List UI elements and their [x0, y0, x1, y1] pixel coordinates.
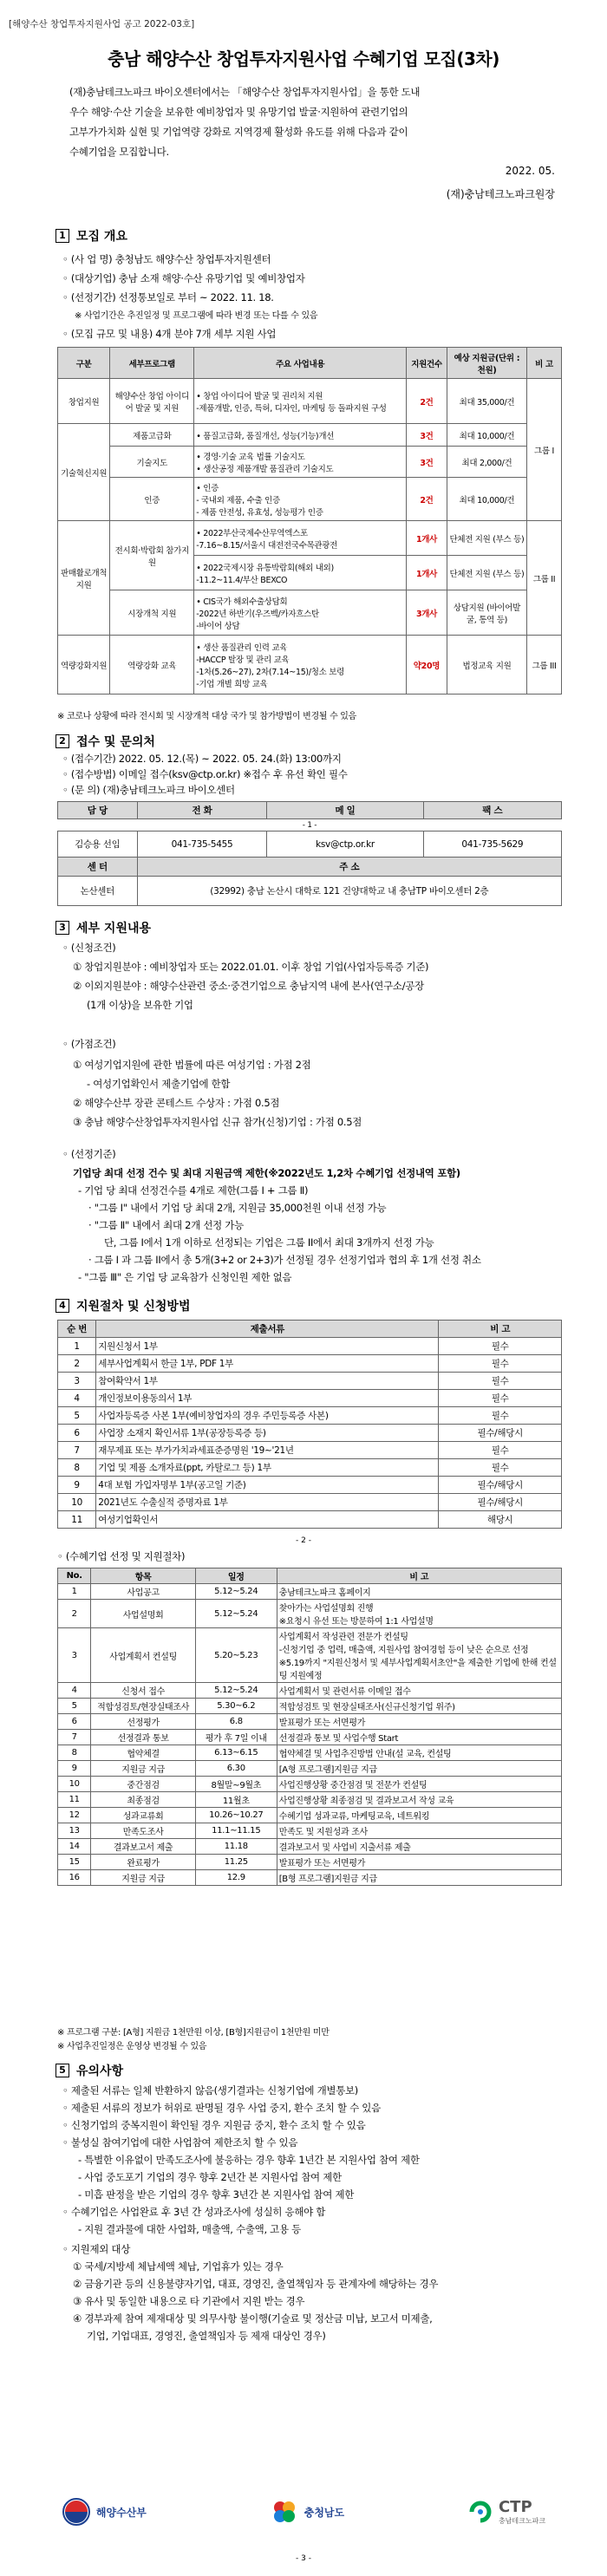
proc-item: 적합성검토/현장실태조사 [91, 1699, 196, 1714]
proc-schedule: 5.20~5.23 [195, 1628, 277, 1683]
proc-number: 9 [58, 1761, 91, 1777]
cell-count: 3건 [407, 424, 447, 447]
procedure-row [58, 1761, 562, 1777]
proc-number: 15 [58, 1855, 91, 1870]
proc-item: 선정결과 통보 [91, 1730, 196, 1745]
cell-category: 기술혁신지원 [58, 424, 110, 521]
section-3-heading [55, 919, 151, 936]
procedure-row [58, 1839, 562, 1855]
procedure-row [58, 1792, 562, 1808]
sec5-item: ④ 경부과제 참여 제재대상 및 의무사항 불이행(기술료 및 정산금 미납, 보고서 미제출, [73, 2312, 433, 2325]
cell-category: 창업지원 [58, 379, 110, 424]
doc-number: 2 [58, 1355, 96, 1373]
cell-content: • CIS국가 해외수출상담회 -2022년 하반기(우즈벡/카자흐스탄 -바이어 상담 [194, 590, 407, 636]
doc-name: 세부사업계획서 한글 1부, PDF 1부 [96, 1355, 439, 1373]
sec1-item: ◦ (대상기업) 충남 소재 해양·수산 유망기업 및 예비창업자 [62, 272, 305, 284]
cell-amount: 최대 35,000/건 [447, 379, 526, 424]
section-5-heading [55, 2062, 123, 2079]
doc-note: 필수/해당시 [439, 1425, 562, 1442]
proc-remark: 사업계획서 및 관련서류 이메일 접수 [277, 1683, 561, 1699]
proc-schedule: 12.9 [195, 1870, 277, 1886]
section-title: 지원절차 및 신청방법 [76, 1300, 191, 1314]
sec3-item: - "그룹 Ⅲ" 은 기업 당 교육참가 신청인원 제한 없음 [78, 1271, 292, 1283]
doc-note: 필수 [439, 1373, 562, 1390]
contact-table [57, 801, 562, 906]
proc-schedule: 5.12~5.24 [195, 1683, 277, 1699]
cell-amount: 최대 10,000/건 [447, 424, 526, 447]
doc-name: 4대 보험 가입자명부 1부(공고일 기준) [96, 1477, 439, 1494]
proc-number: 10 [58, 1777, 91, 1792]
sec5-item: ◦ 불성실 참여기업에 대한 사업참여 제한조치 할 수 있음 [62, 2136, 298, 2149]
proc-schedule: 5.12~5.24 [195, 1584, 277, 1600]
proc-number: 12 [58, 1808, 91, 1823]
proc-remark: 만족도 및 지원성과 조사 [277, 1823, 561, 1839]
doc-number: 7 [58, 1442, 96, 1459]
proc-remark: 협약체결 및 사업추진방법 안내(설 교육, 컨설팅 [277, 1745, 561, 1761]
proc-remark: 수혜기업 성과교류, 마케팅교육, 네트워킹 [277, 1808, 561, 1823]
sec3-item: 단, 그룹 I에서 1개 이하로 선정되는 기업은 그룹 II에서 최대 3개까지 선정 가능 [104, 1236, 434, 1249]
procedure-row [58, 1855, 562, 1870]
cell-program: 전시회·박람회 참가지원 [110, 521, 194, 590]
procedure-row [58, 1745, 562, 1761]
document-row [58, 1373, 562, 1390]
sec3-item: · 그룹 I 과 그룹 II에서 총 5개(3+2 or 2+3)가 선정될 경우 선정기업과 협의 후 1개 선정 취소 [88, 1254, 481, 1266]
doc-name: 기업 및 제품 소개자료(ppt, 카탈로그 등) 1부 [96, 1459, 439, 1477]
section-number: 4 [55, 1299, 69, 1313]
mof-emblem-icon [62, 2497, 91, 2527]
sec3-item: ① 여성기업지원에 관한 법률에 따른 여성기업 : 가점 2점 [73, 1059, 311, 1071]
cell-amount: 단체전 지원 (부스 등) [447, 521, 526, 556]
proc-schedule: 8월말~9월초 [195, 1777, 277, 1792]
doc-name: 개인정보이용동의서 1부 [96, 1390, 439, 1407]
col-header: 지원건수 [407, 348, 447, 379]
proc-schedule: 6.8 [195, 1714, 277, 1730]
chungnam-logo [270, 2497, 344, 2527]
intro-line: 수혜기업을 모집합니다. [69, 146, 169, 158]
proc-remark: 충남테크노파크 홈페이지 [277, 1584, 561, 1600]
sec3-item: - 여성기업확인서 제출기업에 한함 [87, 1078, 231, 1090]
header-tag: [해양수산 창업투자지원사업 공고 2022-03호] [9, 19, 195, 29]
document-row [58, 1477, 562, 1494]
procedure-row [58, 1600, 562, 1628]
sec3-item: ◦ (가점조건) [62, 1038, 116, 1050]
doc-number: 4 [58, 1390, 96, 1407]
cell-program: 제품고급화 [110, 424, 194, 447]
ctp-emblem-icon [467, 2499, 493, 2525]
proc-title: ◦ (수혜기업 선정 및 지원절차) [57, 1550, 186, 1562]
proc-number: 11 [58, 1792, 91, 1808]
section-number: 3 [55, 921, 69, 935]
proc-item: 협약체결 [91, 1745, 196, 1761]
doc-name: 사업자등록증 사본 1부(예비창업자의 경우 주민등록증 사본) [96, 1407, 439, 1425]
cell-program: 역량강화 교육 [110, 636, 194, 695]
intro-line: 고부가가치화 실현 및 기업역량 강화로 지역경제 활성화 유도를 위해 다음과 같이 [69, 126, 408, 138]
sec5-item: - 사업 중도포기 기업의 경우 향후 2년간 본 지원사업 참여 제한 [78, 2171, 342, 2183]
col-header: 예상 지원금(단위 : 천원) [447, 348, 526, 379]
sec3-item: · "그룹 Ⅰ" 내에서 기업 당 최대 2개, 지원금 35,000천원 이내 선정 가능 [88, 1202, 387, 1214]
chungnam-emblem-icon [270, 2497, 299, 2527]
doc-note: 필수 [439, 1355, 562, 1373]
sec3-item: · "그룹 Ⅱ" 내에서 최대 2개 선정 가능 [88, 1219, 244, 1231]
proc-item: 신청서 접수 [91, 1683, 196, 1699]
section-1-heading [55, 227, 127, 245]
document-row [58, 1390, 562, 1407]
notice-org: (재)충남테크노파크원장 [446, 188, 555, 200]
sec1-item: ◦ (사 업 명) 충청남도 해양수산 창업투자지원센터 [62, 253, 271, 265]
doc-number: 3 [58, 1373, 96, 1390]
doc-number: 5 [58, 1407, 96, 1425]
procedure-row [58, 1808, 562, 1823]
page-number: - 3 - [296, 2554, 311, 2563]
proc-schedule: 11.25 [195, 1855, 277, 1870]
col-header: 팩 스 [423, 802, 561, 819]
footer-logos [0, 2497, 607, 2527]
proc-schedule: 11.18 [195, 1839, 277, 1855]
proc-item: 완료평가 [91, 1855, 196, 1870]
col-header: 비 고 [439, 1321, 562, 1338]
intro [69, 82, 572, 162]
proc-item: 성과교류회 [91, 1808, 196, 1823]
cell-category: 판매활로개척지원 [58, 521, 110, 636]
document-row [58, 1511, 562, 1529]
proc-number: 2 [58, 1600, 91, 1628]
sec3-item: ◦ (선정기준) [62, 1148, 116, 1160]
cell-amount: 최대 2,000/건 [447, 447, 526, 478]
proc-remark: 선정결과 통보 및 사업수행 Start [277, 1730, 561, 1745]
proc-number: 1 [58, 1584, 91, 1600]
cell-content: • 2022국제시장 유통박람회(해외 내외) -11.2~11.4/부산 BEXCO [194, 556, 407, 590]
proc-number: 13 [58, 1823, 91, 1839]
proc-schedule: 5.12~5.24 [195, 1600, 277, 1628]
section-4-heading [55, 1297, 190, 1314]
contact-phone: 041-735-5455 [137, 831, 267, 858]
proc-item: 지원금 지급 [91, 1870, 196, 1886]
cell-content: • 품질고급화, 품질개선, 성능(기능)개선 [194, 424, 407, 447]
ctp-name: CTP [498, 2498, 532, 2516]
document-row [58, 1338, 562, 1355]
contact-name: 김승용 선임 [58, 831, 138, 858]
cell-category: 역량강화지원 [58, 636, 110, 695]
proc-item: 사업설명회 [91, 1600, 196, 1628]
proc-remark: [A형 프로그램]지원금 지급 [277, 1761, 561, 1777]
sec1-item: ◦ (모집 규모 및 내용) 4개 분야 7개 세부 지원 사업 [62, 328, 277, 340]
procedure-table [57, 1568, 562, 1886]
sec5-item: - 특별한 이유없이 만족도조사에 불응하는 경우 향후 1년간 본 지원사업 참여 제한 [78, 2154, 420, 2166]
sec3-item: ① 창업지원분야 : 예비창업자 또는 2022.01.01. 이후 창업 기업(사업자등록증 기준) [73, 961, 429, 973]
col-header: 담 당 [58, 802, 138, 819]
col-header: 세부프로그램 [110, 348, 194, 379]
section-2-heading [55, 733, 155, 750]
proc-item: 결과보고서 제출 [91, 1839, 196, 1855]
proc-schedule: 5.30~6.2 [195, 1699, 277, 1714]
proc-remark: 발표평가 또는 서면평가 [277, 1714, 561, 1730]
doc-number: 1 [58, 1338, 96, 1355]
doc-name: 2021년도 수출실적 증명자료 1부 [96, 1494, 439, 1511]
col-header: 메 일 [267, 802, 423, 819]
sec5-item: ◦ 제출된 서류는 일체 반환하지 않음(생기결과는 신청기업에 개별통보) [62, 2084, 358, 2097]
sec5-item: ◦ 제출된 서류의 정보가 허위로 판명될 경우 사업 중지, 환수 조치 할 수 있음 [62, 2102, 381, 2114]
proc-item: 중간점검 [91, 1777, 196, 1792]
doc-note: 해당시 [439, 1511, 562, 1529]
sec2-item: ◦ (문 의) (재)충남테크노파크 바이오센터 [62, 784, 235, 796]
sec5-item: ① 국세/지방세 체납세액 체납, 기업휴가 있는 경우 [73, 2260, 284, 2273]
sec3-item: ② 해양수산부 장관 콘테스트 수상자 : 가점 0.5점 [73, 1097, 280, 1109]
sec1-item: ◦ (선정기간) 선정통보일로 부터 ~ 2022. 11. 18. [62, 291, 274, 303]
documents-table [57, 1320, 562, 1529]
cell-content: • 경영·기술 교육 법률 기술지도 • 생산공정 제품개발 품질관리 기술지도 [194, 447, 407, 478]
cell-content: • 창업 아이디어 발굴 및 권리처 지원 -제품개발, 인증, 특허, 디자인, 마케팅 등 돌파지원 구성 [194, 379, 407, 424]
page-number: - 2 - [296, 1536, 311, 1545]
sec3-item: ③ 충남 해양수산창업투자지원사업 신규 참가(신청)기업 : 가점 0.5점 [73, 1116, 362, 1128]
sec1-footnote: ※ 코로나 상황에 따라 전시회 및 시장개척 대상 국가 및 참가방법이 변경될 수 있음 [57, 712, 357, 721]
col-header: 비 고 [527, 348, 562, 379]
contact-email[interactable]: ksv@ctp.or.kr [267, 831, 423, 858]
cell-content: • 생산 품질관리 인력 교육 -HACCP 탈장 및 관리 교육 -1차(5.26~27), 2차(7.14~15)/청소 보령 -기업 개별 희망 교육 [194, 636, 407, 695]
section-number: 5 [55, 2064, 69, 2077]
document-row [58, 1442, 562, 1459]
doc-name: 여성기업확인서 [96, 1511, 439, 1529]
doc-name: 사업장 소재지 확인서류 1부(공장등록증 등) [96, 1425, 439, 1442]
procedure-row [58, 1777, 562, 1792]
cell-amount: 상담지원 (바이어발굴, 통역 등) [447, 590, 526, 636]
section-title: 세부 지원내용 [76, 922, 152, 936]
cell-count: 약20명 [407, 636, 447, 695]
doc-note: 필수/해당시 [439, 1494, 562, 1511]
proc-schedule: 평가 후 7일 이내 [195, 1730, 277, 1745]
col-header: 주 소 [137, 858, 561, 877]
sec5-item: - 미흡 판정을 받은 기업의 경우 향후 3년간 본 지원사업 참여 제한 [78, 2188, 354, 2201]
sec5-item: ◦ 지원제외 대상 [62, 2243, 131, 2255]
cell-amount: 법정교육 지원 [447, 636, 526, 695]
proc-schedule: 11월초 [195, 1792, 277, 1808]
proc-item: 사업공고 [91, 1584, 196, 1600]
sec5-item: ◦ 수혜기업은 사업완료 후 3년 간 성과조사에 성실히 응해야 함 [62, 2206, 326, 2218]
sec2-item: ◦ (접수기간) 2022. 05. 12.(목) ~ 2022. 05. 24.(화) 13:00까지 [62, 753, 342, 765]
procedure-row [58, 1683, 562, 1699]
col-header: 센 터 [58, 858, 138, 877]
section-title: 접수 및 문의처 [76, 735, 155, 749]
section-title: 유의사항 [76, 2064, 124, 2078]
mof-logo [62, 2497, 147, 2527]
doc-number: 6 [58, 1425, 96, 1442]
section-title: 모집 개요 [76, 230, 127, 244]
doc-name: 재무제표 또는 부가가치과세표준증명원 '19~'21년 [96, 1442, 439, 1459]
sec5-item: ② 금융기관 등의 신용불량자기업, 대표, 경영진, 출열책임자 등 관계자에 해당하는 경우 [73, 2278, 439, 2290]
cell-count: 1개사 [407, 521, 447, 556]
doc-number: 10 [58, 1494, 96, 1511]
sec1-note: ※ 사업기간은 추진일정 및 프로그램에 따라 변경 또는 다를 수 있음 [75, 311, 318, 321]
procedure-row [58, 1730, 562, 1745]
contact-fax: 041-735-5629 [423, 831, 561, 858]
col-header: 전 화 [137, 802, 267, 819]
proc-remark: 사업계획서 작성관련 전문가 컨설팅 -신청기업 중 업력, 매출액, 지원사업 참여경험 등이 낮은 순으로 선정 ※5.19까지 "지원신청서 및 세부사업계획서초안"을 제출한 기업에 한해 컨설팅 지원예정 [277, 1628, 561, 1683]
center-address: (32992) 충남 논산시 대학로 121 건양대학교 내 충남TP 바이오센터 2층 [137, 877, 561, 906]
doc-note: 필수 [439, 1407, 562, 1425]
col-header: 주요 사업내용 [194, 348, 407, 379]
ctp-subname: 충남테크노파크 [498, 2517, 546, 2525]
sec2-item: ◦ (접수방법) 이메일 접수(ksv@ctp.or.kr) ※접수 후 유선 확인 필수 [62, 768, 348, 780]
sec3-item: ◦ (신청조건) [62, 942, 116, 954]
col-header: No. [58, 1568, 91, 1584]
cell-count: 2건 [407, 379, 447, 424]
sec3-item: ② 이외지원분야 : 해양수산관련 중소·중견기업으로 충남지역 내에 본사(연구소/공장 [73, 980, 424, 992]
col-header: 일정 [195, 1568, 277, 1584]
ctp-logo [467, 2498, 545, 2526]
proc-remark: [B형 프로그램]지원금 지급 [277, 1870, 561, 1886]
cell-content: • 인증 - 국내외 제품, 수출 인증 - 제품 안전성, 유효성, 성능평가 인증 [194, 478, 407, 521]
cell-count: 3건 [407, 447, 447, 478]
doc-number: 11 [58, 1511, 96, 1529]
cell-program: 해양수산 창업 아이디어 발굴 및 지원 [110, 379, 194, 424]
doc-number: 8 [58, 1459, 96, 1477]
page-number: - 1 - [302, 820, 317, 830]
procedure-row [58, 1699, 562, 1714]
doc-note: 필수 [439, 1390, 562, 1407]
mof-name: 해양수산부 [95, 2506, 147, 2519]
proc-number: 8 [58, 1745, 91, 1761]
cell-program: 기술지도 [110, 447, 194, 478]
cell-count: 1개사 [407, 556, 447, 590]
cell-note: 그룹 II [527, 521, 562, 636]
proc-remark: 발표평가 또는 서면평가 [277, 1855, 561, 1870]
proc-note: ※ 사업추진일정은 운영상 변경될 수 있음 [57, 2042, 207, 2051]
col-header: 구분 [58, 348, 110, 379]
proc-item: 지원금 지급 [91, 1761, 196, 1777]
cell-note: 그룹 I [527, 379, 562, 521]
procedure-row [58, 1714, 562, 1730]
proc-number: 5 [58, 1699, 91, 1714]
document-row [58, 1425, 562, 1442]
section-number: 2 [55, 734, 69, 748]
proc-remark: 찾아가는 사업설명회 진행 ※요청시 유선 또는 방문하여 1:1 사업설명 [277, 1600, 561, 1628]
col-header: 항목 [91, 1568, 196, 1584]
cell-content: • 2022부산국제수산무역엑스포 -7.16~8.15/서울시 대전전국수목관광전 [194, 521, 407, 556]
section-number: 1 [55, 229, 69, 243]
proc-number: 3 [58, 1628, 91, 1683]
document-row [58, 1459, 562, 1477]
procedure-row [58, 1584, 562, 1600]
proc-number: 6 [58, 1714, 91, 1730]
doc-note: 필수 [439, 1442, 562, 1459]
procedure-row [58, 1870, 562, 1886]
document-row [58, 1407, 562, 1425]
document-row [58, 1355, 562, 1373]
proc-item: 만족도조사 [91, 1823, 196, 1839]
doc-name: 참여확약서 1부 [96, 1373, 439, 1390]
doc-note: 필수 [439, 1338, 562, 1355]
cell-count: 2건 [407, 478, 447, 521]
intro-line: 우수 해양·수산 기술을 보유한 예비창업자 및 유망기업 발굴·지원하여 관련기업의 [69, 106, 408, 118]
cell-program: 인증 [110, 478, 194, 521]
proc-number: 7 [58, 1730, 91, 1745]
sec3-item: 기업당 최대 선정 건수 및 최대 지원금액 제한(※2022년도 1,2차 수혜기업 선정내역 포함) [73, 1167, 460, 1179]
cell-note: 그룹 III [527, 636, 562, 695]
sec5-item: ◦ 신청기업의 중복지원이 확인될 경우 지원금 중지, 환수 조치 할 수 있음 [62, 2119, 366, 2131]
proc-remark: 적합성검토 및 현장실태조사(신규신청기업 위주) [277, 1699, 561, 1714]
proc-schedule: 6.13~6.15 [195, 1745, 277, 1761]
col-header: 비 고 [277, 1568, 561, 1584]
cell-amount: 최대 10,000/건 [447, 478, 526, 521]
procedure-row [58, 1628, 562, 1683]
sec5-item: - 지원 결과물에 대한 사업화, 매출액, 수출액, 고용 등 [78, 2223, 301, 2235]
col-header: 순 번 [58, 1321, 96, 1338]
page-title: 충남 해양수산 창업투자지원사업 수혜기업 모집(3차) [108, 49, 499, 69]
proc-item: 선정평가 [91, 1714, 196, 1730]
center-name: 논산센터 [58, 877, 138, 906]
doc-note: 필수/해당시 [439, 1477, 562, 1494]
doc-number: 9 [58, 1477, 96, 1494]
notice-date: 2022. 05. [505, 165, 555, 177]
chungnam-name: 충청남도 [304, 2506, 345, 2519]
sec3-item: - 기업 당 최대 선정건수를 4개로 제한(그룹 Ⅰ + 그룹 Ⅱ) [78, 1184, 309, 1197]
sec3-item: (1개 이상)을 보유한 기업 [87, 999, 193, 1011]
intro-line: (재)충남테크노파크 바이오센터에서는 「해양수산 창업투자지원사업」을 통한 도내 [69, 86, 421, 98]
proc-schedule: 10.26~10.27 [195, 1808, 277, 1823]
proc-item: 최종점검 [91, 1792, 196, 1808]
col-header: 제출서류 [96, 1321, 439, 1338]
proc-remark: 결과보고서 및 사업비 지출서류 제출 [277, 1839, 561, 1855]
recruitment-table [57, 347, 562, 695]
proc-number: 16 [58, 1870, 91, 1886]
proc-item: 사업계획서 컨설팅 [91, 1628, 196, 1683]
procedure-row [58, 1823, 562, 1839]
proc-schedule: 11.1~11.15 [195, 1823, 277, 1839]
cell-program: 시장개척 지원 [110, 590, 194, 636]
sec5-item: ③ 유사 및 동일한 내용으로 타 기관에서 지원 받는 경우 [73, 2295, 305, 2307]
doc-note: 필수 [439, 1459, 562, 1477]
doc-name: 지원신청서 1부 [96, 1338, 439, 1355]
proc-remark: 사업진행상황 최종점검 및 결과보고서 작성 교육 [277, 1792, 561, 1808]
proc-remark: 사업진행상황 중간점검 및 전문가 컨설팅 [277, 1777, 561, 1792]
proc-number: 4 [58, 1683, 91, 1699]
proc-number: 14 [58, 1839, 91, 1855]
document-row [58, 1494, 562, 1511]
cell-amount: 단체전 지원 (부스 등) [447, 556, 526, 590]
cell-count: 3개사 [407, 590, 447, 636]
proc-schedule: 6.30 [195, 1761, 277, 1777]
sec5-item: 기업, 기업대표, 경영진, 출열책임자 등 제재 대상인 경우) [87, 2330, 326, 2342]
proc-note: ※ 프로그램 구분: [A형] 지원금 1천만원 이상, [B형]지원금이 1천만원 미만 [57, 2028, 330, 2038]
